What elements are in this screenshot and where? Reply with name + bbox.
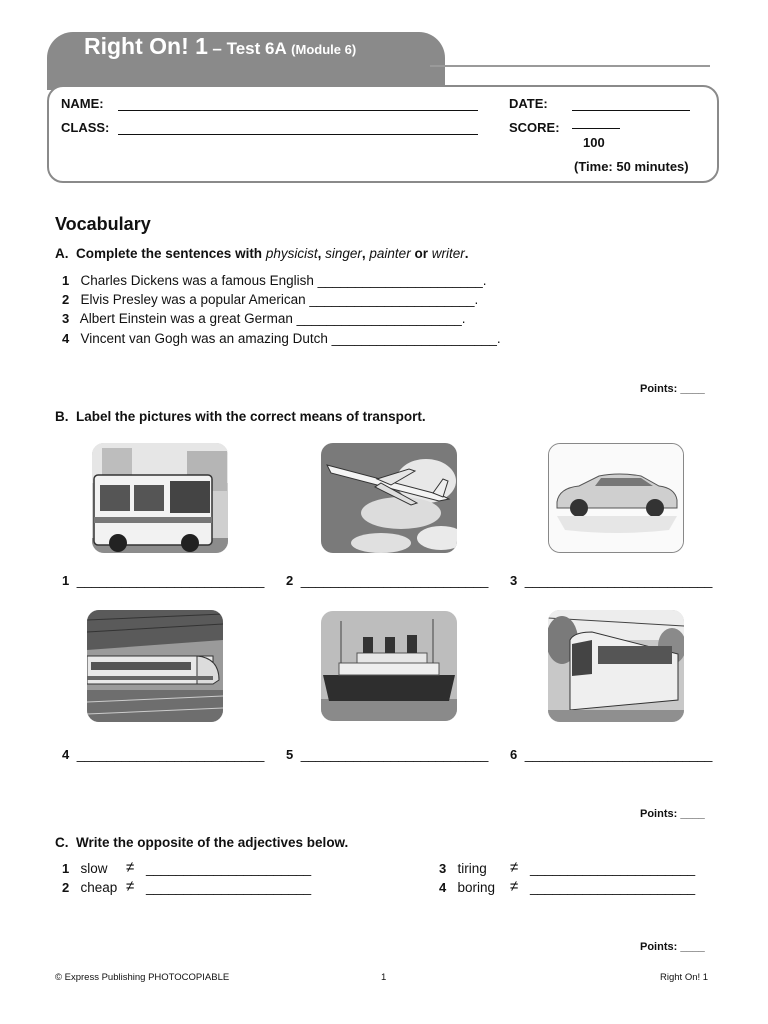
item-text: Elvis Presley was a popular American — [80, 292, 306, 307]
adjective-item — [62, 880, 117, 895]
word-physicist: physicist — [265, 246, 318, 261]
points-c: Points: ____ — [640, 941, 705, 953]
item-number: 3 — [510, 573, 518, 588]
item-number: 4 — [62, 747, 70, 762]
list-item — [62, 292, 478, 307]
adjective-word: cheap — [80, 880, 118, 895]
train-photo — [87, 610, 223, 722]
section-a-letter: A. — [55, 246, 69, 261]
bus-photo — [92, 443, 228, 553]
label-line-1[interactable]: 1 _________________________ — [62, 573, 265, 588]
label-line-6[interactable]: 6 _________________________ — [510, 747, 713, 762]
label-line-5[interactable]: 5 _________________________ — [286, 747, 489, 762]
name-field[interactable] — [118, 110, 478, 111]
section-b-instruction — [55, 409, 426, 424]
answer-blank[interactable]: ______________________. — [317, 273, 487, 288]
answer-blank[interactable]: ______________________ — [530, 861, 696, 876]
list-item — [62, 331, 501, 346]
points-b: Points: ____ — [640, 808, 705, 820]
section-b-letter: B. — [55, 409, 69, 424]
answer-blank[interactable]: ______________________. — [309, 292, 479, 307]
word-writer: writer — [431, 246, 465, 261]
item-number: 5 — [286, 747, 294, 762]
section-c-text: Write the opposite of the adjectives below. — [76, 835, 349, 850]
not-equal-symbol: ≠ — [126, 878, 135, 895]
item-number: 2 — [286, 573, 294, 588]
not-equal-symbol: ≠ — [510, 859, 519, 876]
adjective-item — [439, 861, 487, 876]
list-item — [62, 273, 487, 288]
item-number: 1 — [62, 273, 70, 288]
tram-photo — [548, 610, 684, 722]
item-number: 6 — [510, 747, 518, 762]
label-line-4[interactable]: 4 _________________________ — [62, 747, 265, 762]
item-number: 1 — [62, 861, 70, 876]
answer-blank[interactable]: ______________________ — [530, 880, 696, 895]
item-text: Albert Einstein was a great German — [79, 311, 293, 326]
item-number: 2 — [62, 880, 70, 895]
adjective-word: tiring — [457, 861, 487, 876]
not-equal-symbol: ≠ — [126, 859, 135, 876]
item-number: 3 — [62, 311, 70, 326]
not-equal-symbol: ≠ — [510, 878, 519, 895]
answer-blank[interactable]: ______________________. — [296, 311, 466, 326]
class-field[interactable] — [118, 134, 478, 135]
adjective-item — [62, 861, 108, 876]
footer-page-number: 1 — [381, 972, 387, 983]
score-total: 100 — [583, 135, 605, 150]
word-singer: singer — [325, 246, 362, 261]
section-c-letter: C. — [55, 835, 69, 850]
adjective-item — [439, 880, 495, 895]
answer-blank[interactable]: ______________________ — [146, 861, 312, 876]
time-note: (Time: 50 minutes) — [574, 159, 689, 174]
section-a-instruction: A. Complete the sentences with physicist, singer, painter or writer. — [55, 246, 469, 261]
item-text: Vincent van Gogh was an amazing Dutch — [80, 331, 328, 346]
name-label: NAME: — [61, 96, 104, 111]
section-b-text: Label the pictures with the correct means of transport. — [76, 409, 426, 424]
label-line-3[interactable]: 3 _________________________ — [510, 573, 713, 588]
title-main: Right On! 1 — [84, 33, 208, 59]
answer-blank[interactable]: ______________________ — [146, 880, 312, 895]
footer-copyright: © Express Publishing PHOTOCOPIABLE — [55, 972, 230, 983]
item-number: 4 — [439, 880, 447, 895]
score-label: SCORE: — [509, 120, 560, 135]
car-photo — [548, 443, 684, 553]
answer-blank[interactable]: ______________________. — [331, 331, 501, 346]
page-title — [84, 33, 356, 60]
adjective-word: boring — [457, 880, 496, 895]
ship-photo — [321, 611, 457, 721]
section-c-instruction — [55, 835, 348, 850]
title-rule — [430, 65, 710, 67]
or-word: or — [414, 246, 428, 261]
title-sub: – Test 6A — [212, 39, 287, 58]
label-line-2[interactable]: 2 _________________________ — [286, 573, 489, 588]
class-label: CLASS: — [61, 120, 110, 135]
score-field[interactable] — [572, 128, 620, 129]
item-number: 2 — [62, 292, 70, 307]
section-heading: Vocabulary — [55, 214, 151, 234]
word-painter: painter — [369, 246, 411, 261]
title-module: (Module 6) — [291, 42, 357, 57]
date-field[interactable] — [572, 110, 690, 111]
item-number: 1 — [62, 573, 70, 588]
item-text: Charles Dickens was a famous English — [80, 273, 314, 288]
adjective-word: slow — [80, 861, 108, 876]
airplane-photo — [321, 443, 457, 553]
footer-book-title: Right On! 1 — [660, 972, 709, 983]
item-number: 3 — [439, 861, 447, 876]
list-item — [62, 311, 466, 326]
item-number: 4 — [62, 331, 70, 346]
points-a: Points: ____ — [640, 383, 705, 395]
section-a-text: Complete the sentences with — [76, 246, 263, 261]
date-label: DATE: — [509, 96, 548, 111]
